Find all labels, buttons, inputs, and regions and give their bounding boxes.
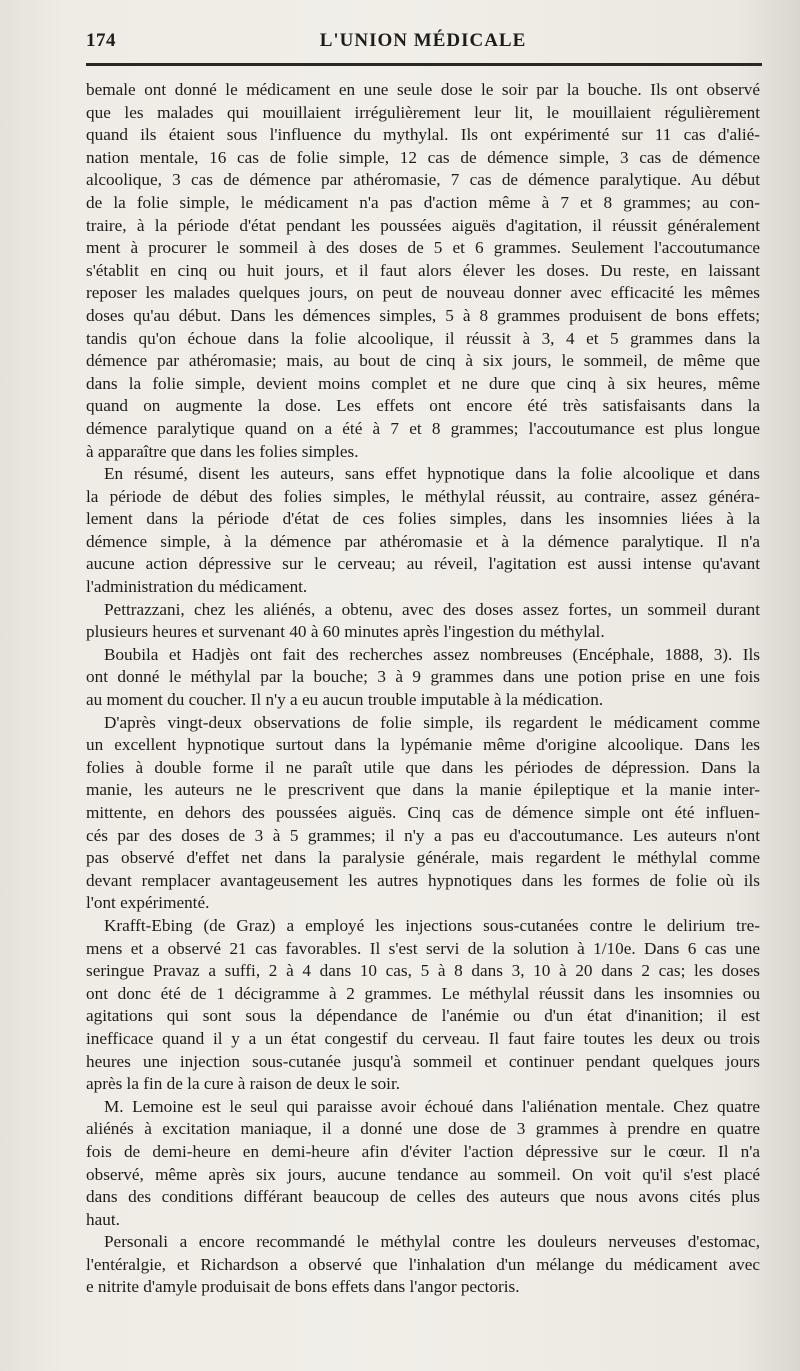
text-line: aucune action dépressive sur le cerveau; au réveil, l'agitation est aussi intense qu'avant — [86, 554, 760, 574]
body-text — [86, 79, 760, 1299]
page-number: 174 — [86, 30, 116, 51]
header-rule — [86, 63, 762, 66]
text-line: doses qu'au début. Dans les démences simples, 5 à 8 grammes produisent de bons effets; — [86, 305, 760, 325]
text-line: Personali a encore recommandé le méthylal contre les douleurs nerveuses d'estomac, — [104, 1232, 760, 1252]
text-line: alcoolique, 3 cas de démence par athéromasie, 7 cas de démence paralytique. Au début — [86, 170, 760, 190]
running-head: L'UNION MÉDICALE — [319, 30, 527, 51]
text-line: un excellent hypnotique surtout dans la lypémanie même d'origine alcoolique. Dans les — [86, 735, 760, 755]
text-line: bemale ont donné le médicament en une seule dose le soir par la bouche. Ils ont observé — [86, 80, 760, 99]
text-line: traire, à la période d'état pendant les poussées aiguës d'agitation, il réussit généralement — [86, 215, 760, 235]
text-line: démence par athéromasie; mais, au bout de cinq à six jours, le sommeil, de même que — [86, 351, 760, 371]
text-line: l'entéralgie, et Richardson a observé que l'inhalation d'un mélange du médicament avec — [86, 1254, 760, 1274]
text-line: tandis qu'on échoue dans la folie alcoolique, il réussit à 3, 4 et 5 grammes dans la — [86, 328, 760, 348]
text-line: l'administration du médicament. — [86, 577, 308, 597]
text-line: heures une injection sous-cutanée jusqu'à sommeil et continuer pendant quelques jours — [86, 1051, 760, 1071]
text-line: s'établit en cinq ou huit jours, et il faut alors élever les doses. Du reste, en laissant — [86, 260, 760, 280]
text-line: reposer les malades quelques jours, on peut de nouveau donner avec efficacité les mêmes — [86, 283, 760, 303]
text-line: après la fin de la cure à raison de deux le soir. — [86, 1074, 401, 1094]
text-line: Krafft-Ebing (de Graz) a employé les injections sous-cutanées contre le delirium tre- — [104, 915, 760, 935]
text-line: aliénés à excitation maniaque, il a donné une dose de 3 grammes à prendre en quatre — [86, 1119, 760, 1139]
text-line: seringue Pravaz a suffi, 2 à 4 dans 10 cas, 5 à 8 dans 3, 10 à 20 dans 2 cas; les doses — [86, 961, 760, 981]
text-line: devant remplacer avantageusement les autres hypnotiques dans les formes de folie où ils — [86, 870, 760, 890]
text-line: lement dans la période d'état de ces folies simples, dans les insomnies liées à la — [86, 509, 760, 529]
page-header — [86, 28, 760, 62]
text-line: de la folie simple, le médicament n'a pas d'action même à 7 et 8 grammes; au con- — [86, 192, 760, 212]
text-line: quand on augmente la dose. Les effets ont encore été très satisfaisants dans la — [86, 396, 760, 416]
text-line: pas observé d'effet net dans la paralysie générale, mais regardent le méthylal comme — [86, 848, 760, 868]
text-line: manie, les auteurs ne le prescrivent que dans la manie épileptique et la manie inter- — [86, 780, 760, 800]
text-line: ont donné le méthylal par la bouche; 3 à 9 grammes dans une potion prise en une fois — [86, 667, 760, 687]
text-line: au moment du coucher. Il n'y a eu aucun trouble imputable à la médication. — [86, 690, 604, 710]
text-line: M. Lemoine est le seul qui paraisse avoir échoué dans l'aliénation mentale. Chez quatre — [104, 1096, 760, 1116]
text-line: dans des conditions différant beaucoup de celles des auteurs que nous avons cités plus — [86, 1187, 760, 1207]
text-line: mens et a observé 21 cas favorables. Il s'est servi de la solution à 1/10e. Dans 6 cas une — [86, 938, 760, 958]
text-line: dans la folie simple, devient moins complet et ne dure que cinq à six heures, même — [86, 373, 760, 393]
text-line: démence simple, à la démence par athéromasie et à la démence paralytique. Il n'a — [86, 531, 760, 551]
text-line: l'ont expérimenté. — [86, 893, 210, 913]
text-line: la période de début des folies simples, le méthylal réussit, au contraire, assez généra- — [86, 486, 760, 506]
text-line: D'après vingt-deux observations de folie simple, ils regardent le médicament comme — [104, 712, 760, 732]
text-line: cés par des doses de 3 à 5 grammes; il n'y a pas eu d'accoutumance. Les auteurs n'ont — [86, 825, 760, 845]
text-line: folies à double forme il ne paraît utile que dans les périodes de dépression. Dans la — [86, 757, 760, 777]
text-line: ont donc été de 1 décigramme à 2 grammes. Le méthylal réussit dans les insomnies ou — [86, 983, 760, 1003]
text-line: En résumé, disent les auteurs, sans effet hypnotique dans la folie alcoolique et dans — [104, 464, 760, 484]
text-line: inefficace quand il y a un état congestif du cerveau. Il faut faire toutes les deux ou trois — [86, 1028, 760, 1048]
text-line: observé, même après six jours, aucune tendance au sommeil. On voit qu'il s'est placé — [86, 1164, 760, 1184]
text-line: mittente, en dehors des poussées aiguës. Cinq cas de démence simple ont été influen- — [86, 803, 760, 822]
text-line: haut. — [86, 1209, 120, 1229]
text-line: ment à procurer le sommeil à des doses de 5 et 6 grammes. Seulement l'accoutumance — [86, 238, 760, 258]
text-line: que les malades qui mouillaient irrégulièrement leur lit, le mouillaient régulièrement — [86, 102, 760, 122]
text-line: agitations qui sont sous la dépendance de l'anémie ou d'un état d'inanition; il est — [86, 1006, 760, 1026]
text-line: e nitrite d'amyle produisait de bons effets dans l'angor pectoris. — [86, 1277, 520, 1297]
text-line: quand ils étaient sous l'influence du mythylal. Ils ont expérimenté sur 11 cas d'alié- — [86, 125, 760, 145]
text-line: à apparaître que dans les folies simples. — [86, 441, 359, 461]
text-line: fois de demi-heure en demi-heure afin d'éviter l'action dépressive sur le cœur. Il n'a — [86, 1141, 760, 1161]
text-line: Pettrazzani, chez les aliénés, a obtenu, avec des doses assez fortes, un sommeil durant — [104, 599, 760, 619]
text-line: nation mentale, 16 cas de folie simple, 12 cas de démence simple, 3 cas de démence — [86, 147, 760, 167]
text-line: Boubila et Hadjès ont fait des recherches assez nombreuses (Encéphale, 1888, 3). Ils — [104, 644, 760, 664]
text-line: plusieurs heures et survenant 40 à 60 minutes après l'ingestion du méthylal. — [86, 622, 605, 642]
text-line: démence paralytique quand on a été à 7 et 8 grammes; l'accoutumance est plus longue — [86, 418, 760, 438]
